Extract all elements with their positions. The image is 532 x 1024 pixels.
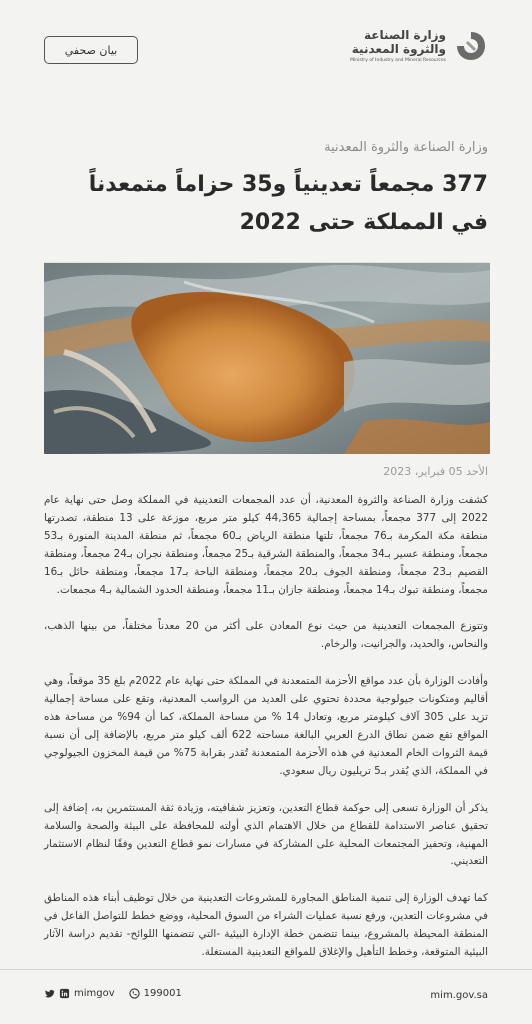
footer: [0, 969, 532, 1024]
phone-icon: [129, 988, 140, 999]
footer-contacts: [44, 988, 182, 999]
phone-number: 199001: [143, 988, 182, 999]
paragraph-1: كشفت وزارة الصناعة والثروة المعدنية، أن عدد المجمعات التعدينية في المملكة وصل حتى نهاية عام 2022 إلى 377 مجمعاً، بمساحة إجمالية 44,365 كيلو متر مربع، موزعة على 13 منطقة، تصدرتها منطقة مكة المكرمة بـ76 مجمعاً، تلتها منطقة الرياض بـ60 مجمعاً، ثم منطقة المدينة المنورة بـ53 مجمعاً، ومنطقة عسير بـ34 مجمعاً، والمنطقة الشرقية بـ25 مجمعاً، ومنطقة نجران بـ24 مجمعاً، ومنطقة القصيم بـ23 مجمعاً، ومنطقة الجوف بـ20 مجمعاً، ومنطقة الباحة بـ17 مجمعاً، ومنطقة حائل بـ16 مجمعاً، ومنطقة تبوك بـ14 مجمعاً، ومنطقة جازان بـ11 مجمعاً، ومنطقة الحدود الشمالية بـ4 مجمعات.: [44, 494, 489, 596]
headline-line-1: 377 مجمعاً تعدينياً و35 حزاماً متمعدناً: [88, 172, 488, 197]
headline-line-2: في المملكة حتى 2022: [239, 210, 488, 235]
social-group[interactable]: [44, 988, 115, 999]
paragraph-5: كما تهدف الوزارة إلى تنمية المناطق المجاورة للمشروعات التعدينية من خلال توظيف أبناء هذه المناطق في مشروعات التعدين، ورفع نسبة عمليات الشراء من السوق المحلية، ووضع خطط للتواصل الفاعل في المنطقة المحيطة بالمشروع، بينما تتضمن خطة الإدارة البيئية -التي تتضمنها اللوائح- تقديم دراسة الآثار البيئية المتوقعة، وخطط التأهيل والإغلاق للمواقع التعدينية المستغلة.: [44, 892, 488, 959]
logo-line-2: والثروة المعدنية: [351, 42, 446, 56]
rock-texture: [44, 262, 490, 454]
header: [44, 24, 488, 76]
article-body: [44, 492, 488, 981]
headline: [44, 166, 488, 242]
ministry-logo[interactable]: [350, 28, 488, 63]
paragraph-4: يذكر أن الوزارة تسعى إلى حوكمة قطاع التعدين، وتعزيز شفافيته، وزيادة ثقة المستثمرين به، إضافة إلى تحقيق عناصر الاستدامة للقطاع من خلال الاهتمام الذي أولته للمحافظة على البيئة والصحة والسلامة المهنية، وتحفيز المجتمعات المحلية على المشاركة في مسارات نمو قطاع التعدين وفقًا لنظام الاستثمار التعديني.: [44, 801, 488, 868]
hero-rock-image: [44, 262, 490, 454]
linkedin-icon[interactable]: [59, 988, 70, 999]
logo-line-1: وزارة الصناعة: [364, 28, 446, 42]
paragraph-2: وتتوزع المجمعات التعدينية من حيث نوع المعادن على أكثر من 20 معدناً مختلفاً، من بينها الذهب، والنحاس، والحديد، والجرانيت، والرخام.: [44, 620, 488, 651]
logo-text: [350, 28, 446, 63]
twitter-icon[interactable]: [44, 988, 55, 999]
logo-english: Ministry of Industry and Mineral Resources: [350, 58, 446, 63]
website-link[interactable]: mim.gov.sa: [430, 990, 488, 1001]
paragraph-3: وأفادت الوزارة بأن عدد مواقع الأحزمة المتمعدنة في المملكة حتى نهاية عام 2022م بلغ 35 موقعاً، وهي أقاليم ومتكونات جيولوجية محددة تحتوي على العديد من الرواسب المعدنية، وتقع على مساحة إجمالية تزيد على 305 آلاف كيلومتر مربع، وتعادل 14 % من مساحة المملكة، كما أن 94% من مساحة هذه المواقع تقع ضمن نطاق الدرع العربي البالغة مساحته 622 ألف كيلو متر مربع، بالإضافة إلى أن نسبة قيمة الثروات الخام المعدنية في هذه الأحزمة المتمعدنة تُقدر بقرابة 75% من قيمة المخزون الجيولوجي في المملكة، الذي يُقدر بـ5 تريليون ريال سعودي.: [44, 675, 488, 777]
ministry-name: وزارة الصناعة والثروة المعدنية: [324, 140, 488, 155]
phone-group[interactable]: [129, 988, 182, 999]
social-handle: mimgov: [74, 988, 115, 999]
press-release-button[interactable]: بيان صحفي: [44, 36, 138, 64]
publish-date: الأحد 05 فبراير، 2023: [383, 465, 488, 478]
ministry-emblem-icon: [454, 29, 488, 63]
